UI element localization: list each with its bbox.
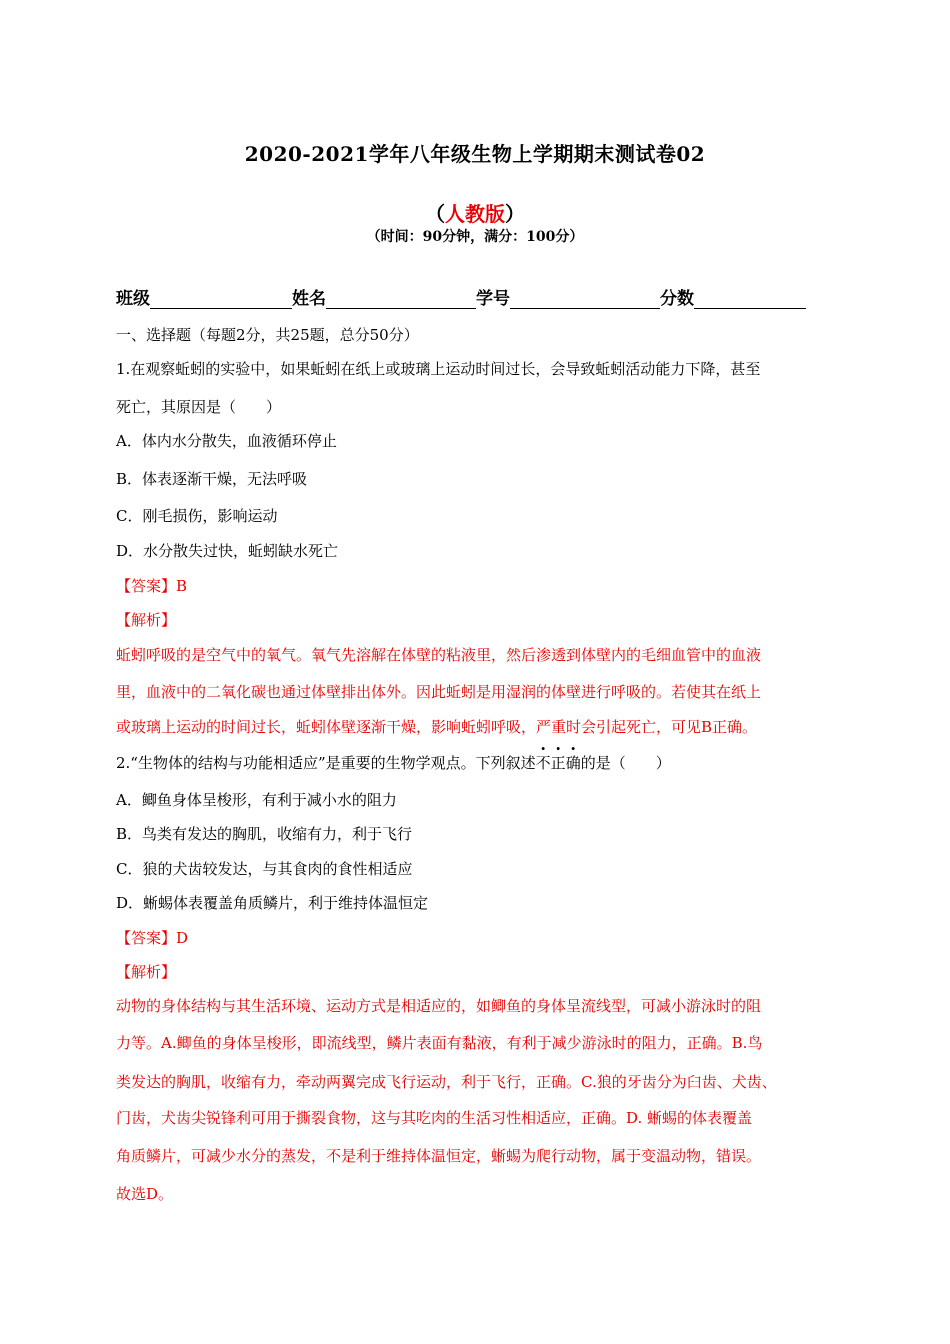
q1-analysis-label: 【解析】 [116, 611, 177, 629]
class-label: 班级 [116, 289, 150, 309]
student-info-fields [116, 284, 836, 309]
q2-option-c: C．狼的犬齿较发达，与其食肉的食性相适应 [116, 860, 413, 878]
q1-option-b: B．体表逐渐干燥，无法呼吸 [116, 470, 308, 488]
score-blank[interactable] [694, 290, 806, 309]
q2-emphasis-char: 正 [550, 754, 566, 772]
q2-analysis-line5: 角质鳞片，可减少水分的蒸发，不是利于维持体温恒定，蜥蜴为爬行动物，属于变温动物，错误。 [116, 1147, 762, 1165]
q2-option-a: A．鲫鱼身体呈梭形，有利于减小水的阻力 [116, 791, 397, 809]
q1-analysis-line3: 或玻璃上运动的时间过长，蚯蚓体壁逐渐干燥，影响蚯蚓呼吸，严重时会引起死亡，可见B正确。 [116, 718, 758, 736]
q2-emphasis-char: 确 [565, 754, 581, 772]
q2-stem [116, 753, 671, 773]
time-info: （时间：90分钟，满分：100分） [366, 229, 584, 245]
score-label: 分数 [660, 289, 694, 309]
q2-analysis-line4: 门齿，犬齿尖锐锋利可用于撕裂食物，这与其吃肉的生活习性相适应，正确。D. 蜥蜴的体表覆盖 [116, 1109, 753, 1127]
q1-answer: 【答案】B [116, 577, 188, 595]
edition-name: 人教版 [445, 202, 505, 226]
q1-analysis-line1: 蚯蚓呼吸的是空气中的氧气。氧气先溶解在体壁的粘液里，然后渗透到体壁内的毛细血管中的血液 [116, 646, 762, 664]
q1-stem-line2: 死亡，其原因是（ ） [116, 398, 282, 416]
q2-analysis-line3: 类发达的胸肌，收缩有力，牵动两翼完成飞行运动，利于飞行，正确。C.狼的牙齿分为臼齿、犬齿、 [116, 1073, 777, 1091]
number-blank[interactable] [510, 290, 660, 309]
q2-emphasis-char: 不 [535, 754, 551, 772]
q1-option-d: D．水分散失过快，蚯蚓缺水死亡 [116, 542, 339, 560]
section-heading: 一、选择题（每题2分，共25题，总分50分） [116, 326, 419, 344]
edition-line [0, 198, 950, 227]
q1-option-a: A．体内水分散失，血液循环停止 [116, 432, 337, 450]
q1-stem-line1: 1.在观察蚯蚓的实验中，如果蚯蚓在纸上或玻璃上运动时间过长，会导致蚯蚓活动能力下降，甚至 [116, 360, 761, 378]
number-label: 学号 [476, 289, 510, 309]
q2-stem-post: 的是（ ） [580, 754, 671, 772]
q1-analysis-line2: 里，血液中的二氧化碳也通过体壁排出体外。因此蚯蚓是用湿润的体壁进行呼吸的。若使其在纸上 [116, 683, 762, 701]
q2-option-b: B．鸟类有发达的胸肌，收缩有力，利于飞行 [116, 825, 413, 843]
edition-close-paren: ） [505, 202, 525, 226]
q2-analysis-line2: 力等。A.鲫鱼的身体呈梭形，即流线型，鳞片表面有黏液，有利于减少游泳时的阻力，正确。B.鸟 [116, 1034, 763, 1052]
class-blank[interactable] [150, 290, 292, 309]
edition-open-paren: （ [425, 202, 445, 226]
q2-analysis-line6: 故选D。 [116, 1185, 174, 1203]
q2-analysis-label: 【解析】 [116, 963, 177, 981]
q2-option-d: D．蜥蜴体表覆盖角质鳞片，利于维持体温恒定 [116, 894, 429, 912]
q2-stem-pre: 2.“生物体的结构与功能相适应”是重要的生物学观点。下列叙述 [116, 754, 536, 772]
page-title: 2020-2021学年八年级生物上学期期末测试卷02 [244, 142, 706, 166]
name-blank[interactable] [326, 290, 476, 309]
q2-analysis-line1: 动物的身体结构与其生活环境、运动方式是相适应的，如鲫鱼的身体呈流线型，可减小游泳时的阻 [116, 997, 762, 1015]
q2-answer: 【答案】D [116, 929, 189, 947]
q1-option-c: C．刚毛损伤，影响运动 [116, 507, 278, 525]
name-label: 姓名 [292, 289, 326, 309]
